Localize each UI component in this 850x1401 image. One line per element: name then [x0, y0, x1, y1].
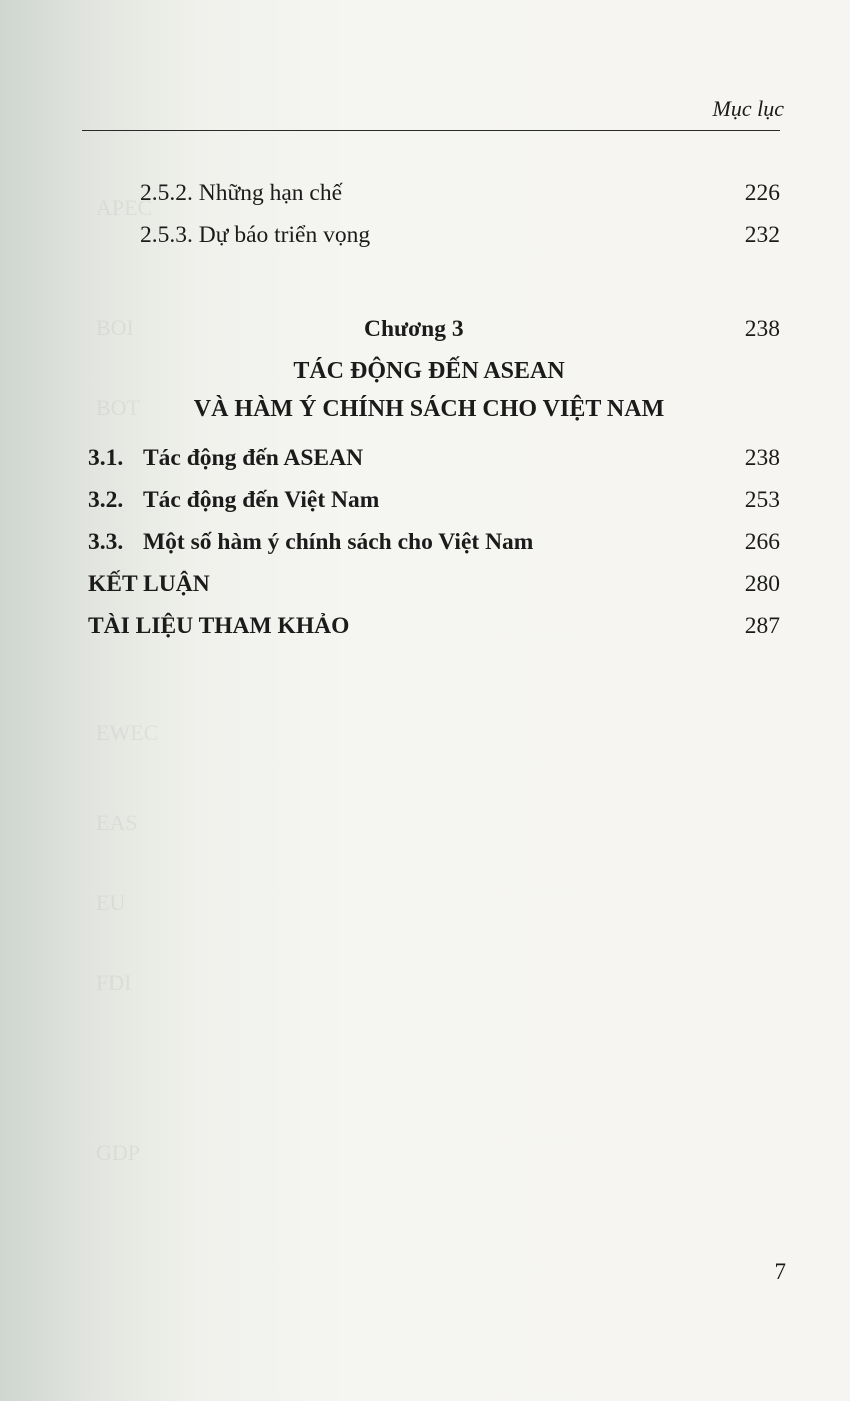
section-number: 3.1. [88, 445, 124, 471]
toc-back-matter [0, 613, 850, 647]
toc-entry [0, 180, 850, 214]
bleed-through-text: EU [96, 890, 126, 915]
back-matter-label: TÀI LIỆU THAM KHẢO [88, 613, 350, 639]
bleed-through-text: FDI [96, 970, 132, 995]
section-label: Tác động đến ASEAN [143, 445, 364, 471]
bleed-through-text: EAS [96, 810, 138, 835]
chapter-heading-row [0, 316, 850, 350]
page-number: 7 [774, 1259, 786, 1284]
toc-section [0, 529, 850, 563]
chapter-title-line1: TÁC ĐỘNG ĐẾN ASEAN [293, 358, 565, 384]
bleed-through-text: EWEC [96, 720, 159, 745]
section-page: 253 [744, 487, 780, 513]
toc-entry-page: 226 [744, 180, 780, 206]
back-matter-page: 287 [744, 613, 780, 639]
section-label: Tác động đến Việt Nam [143, 487, 380, 513]
bleed-through-text: APEC [96, 195, 153, 220]
chapter-page: 238 [744, 316, 780, 342]
toc-entry [0, 222, 850, 256]
section-page: 238 [744, 445, 780, 471]
chapter-title-line2: VÀ HÀM Ý CHÍNH SÁCH CHO VIỆT NAM [193, 396, 665, 422]
section-number: 3.2. [88, 487, 124, 513]
bleed-through-text: BOT [96, 395, 140, 420]
toc-back-matter [0, 571, 850, 605]
running-header: Mục lục [712, 96, 784, 121]
section-label: Một số hàm ý chính sách cho Việt Nam [143, 529, 534, 555]
chapter-label: Chương 3 [364, 316, 464, 342]
toc-section [0, 445, 850, 479]
toc-section [0, 487, 850, 521]
header-rule [82, 130, 780, 131]
bleed-through-text: BOI [96, 315, 134, 340]
toc-entry-label: 2.5.3. Dự báo triển vọng [140, 222, 371, 248]
section-number: 3.3. [88, 529, 124, 555]
back-matter-page: 280 [744, 571, 780, 597]
back-matter-label: KẾT LUẬN [88, 571, 210, 597]
section-page: 266 [744, 529, 780, 555]
bleed-through-text: GDP [96, 1140, 141, 1165]
toc-entry-label: 2.5.2. Những hạn chế [140, 180, 342, 206]
toc-entry-page: 232 [744, 222, 780, 248]
